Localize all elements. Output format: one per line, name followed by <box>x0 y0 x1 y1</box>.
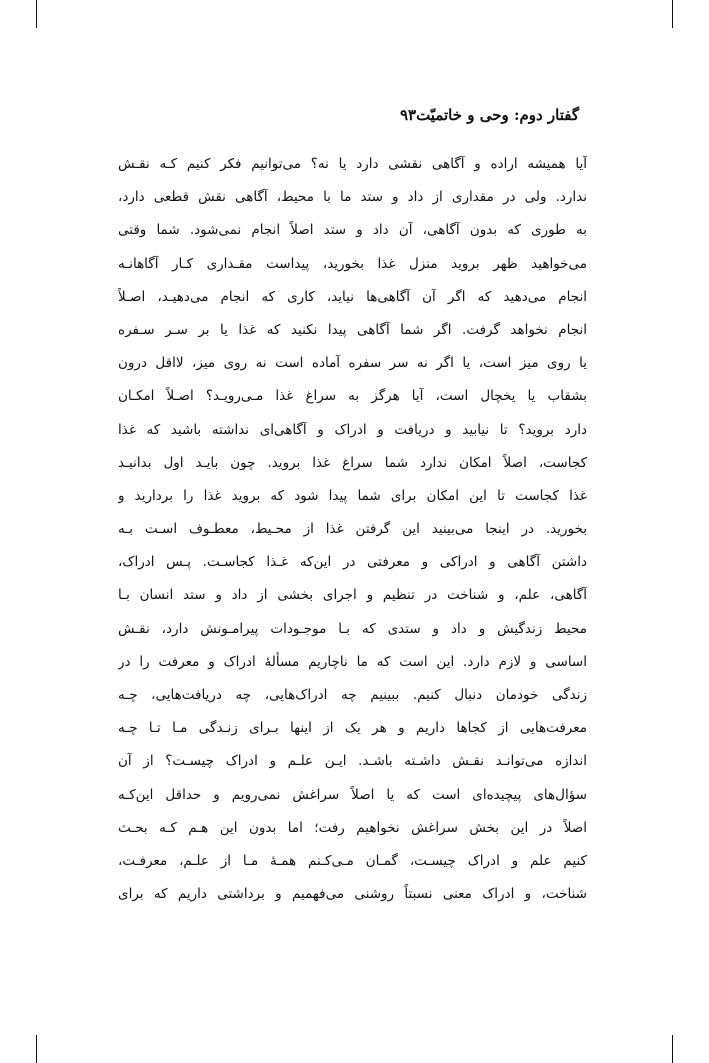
text-line: انجام نخواهد گرفت. اگر شما آگاهی پیدا نکنید که غذا یا بر سـر سـفره <box>118 321 587 338</box>
crop-mark-top-right <box>672 0 673 28</box>
text-line: غذا کجاست تا این امکان برای شما پیدا شود که بروید غذا را بردارید و <box>118 487 587 504</box>
crop-mark-bottom-left <box>36 1035 37 1063</box>
text-line: زندگی خودمان دنبال کنیم. ببینیم چه ادراک‌هایی، چه دریافت‌هایی، چـه <box>118 687 587 703</box>
running-head <box>386 106 579 124</box>
text-line: آیا همیشه اراده و آگاهی نقشی دارد یا نه؟ می‌توانیم فکر کنیم کـه نقـش <box>118 156 587 172</box>
text-line: اساسی و لازم دارد. این است که ما ناچاریم مسألهٔ ادراک و معرفت را در <box>118 653 587 670</box>
text-line: محیط زندگیش و داد و ستدی که بـا موجـودات پیرامـونش دارد، نقـش <box>118 620 587 637</box>
text-line: انجام می‌دهید که اگر آن آگاهی‌ها نیاید، کاری که انجام می‌دهیـد، اصـلاً <box>118 288 587 305</box>
body-text <box>118 148 587 911</box>
text-line: سؤال‌های پیچیده‌ای است که یا اصلاً سراغش نمی‌رویم و حداقل این‌کـه <box>118 786 587 803</box>
text-line: داشتن آگاهی و ادراکی و معرفتی در این‌که غـذا کجاسـت. پـس ادراک، <box>118 554 587 571</box>
text-line: اندازه می‌توانـد نقـش داشـته باشـد. ایـن علـم و ادراک چیسـت؟ از آن <box>118 753 587 770</box>
text-line: شناخت، و ادراک معنی نسبتاً روشنی می‌فهمیم و برداشتی داریم که برای <box>118 886 587 903</box>
crop-mark-bottom-right <box>672 1035 673 1063</box>
text-line: می‌خواهید ظهر بروید منزل غذا بخورید، پیداست مقـداری کـار آگاهانـه <box>118 255 587 272</box>
crop-mark-top-left <box>36 0 37 28</box>
text-line: معرفت‌هایی از کجاها داریم و هر یک از اینها بـرای زنـدگی مـا تـا چـه <box>118 720 587 737</box>
text-line: کنیم علم و ادراک چیسـت، گمـان مـی‌کـنم همـهٔ مـا از علـم، معرفـت، <box>118 852 587 869</box>
chapter-title: گفتار دوم: وحی و خاتمیّت <box>416 106 579 124</box>
text-line: آگاهی، علم، و شناخت در تنظیم و اجرای بخشی از داد و ستد انسان بـا <box>118 587 587 604</box>
page-number: ۹۳ <box>399 106 417 124</box>
text-line: اصلاً در این بخش سراغش نخواهیم رفت؛ اما بدون این هـم کـه بحـث <box>118 819 587 836</box>
text-line: یا روی میز است، یا اگر نه سر سفره آماده است نه روی میز، لااقل درون <box>118 355 587 372</box>
text-line: دارد بروید؟ تا نیابید و دریافت و ادراک و آگاهی‌ای نداشته باشید که غذا <box>118 421 587 438</box>
text-line: ندارد. ولی در مقداری از داد و ستد ما با محیط، آگاهی نقش قطعی دارد، <box>118 189 587 206</box>
text-line: بخورید. در اینجا می‌بینید این گرفتن غذا از محـیط، معطـوف اسـت بـه <box>118 521 587 538</box>
text-line: بشقاب یا یخچال است، آیا هرگز به سراغ غذا مـی‌رویـد؟ اصـلاً امکـان <box>118 388 587 405</box>
text-line: به طوری که بدون آگاهی، آن داد و ستد اصلاً انجام نمی‌شود. شما وقتی <box>118 222 587 239</box>
text-line: کجاست، اصلاً امکان ندارد شما سراغ غذا بروید. چون بایـد اول بدانیـد <box>118 454 587 471</box>
